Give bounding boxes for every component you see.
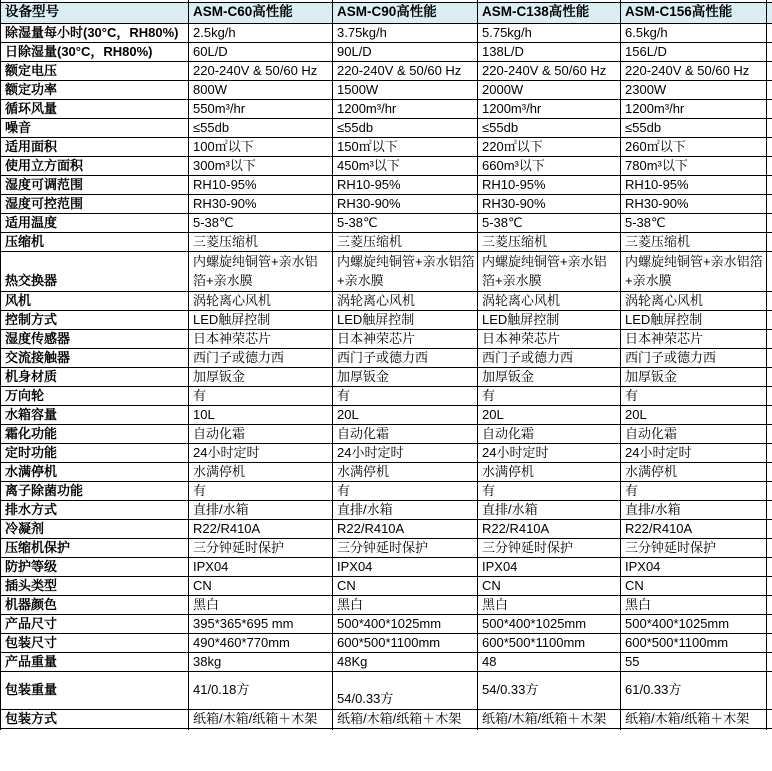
spec-value-cell: 5-38℃ — [189, 213, 333, 232]
spec-value-cell: 24小时定时 — [478, 443, 621, 462]
spec-value-cell: RH10-95% — [621, 175, 767, 194]
table-row — [1, 175, 772, 194]
spec-value-cell: 黑白 — [478, 595, 621, 614]
spec-value-cell: LED触屏控制 — [333, 310, 478, 329]
spec-value-cell: 自动化霜 — [478, 424, 621, 443]
cropped-cell — [767, 156, 772, 175]
row-label-cell: 水箱容量 — [1, 405, 189, 424]
row-label-cell: 除湿量每小时(30°C，RH80%) — [1, 23, 189, 42]
spec-value-cell: 三分钟延时保护 — [478, 538, 621, 557]
spec-value-cell: 61/0.33方 — [621, 671, 767, 709]
spec-value-cell: 纸箱/木箱/纸箱＋木架 — [478, 709, 621, 728]
spec-value-cell: 西门子或德力西 — [333, 348, 478, 367]
spec-value-cell: 三分钟延时保护 — [189, 538, 333, 557]
table-row — [1, 99, 772, 118]
table-row — [1, 42, 772, 61]
spec-value-cell: 90L/D — [333, 42, 478, 61]
spec-value-cell: LED触屏控制 — [189, 310, 333, 329]
row-label-cell: 湿度传感器 — [1, 329, 189, 348]
spec-value-cell: 48Kg — [333, 652, 478, 671]
table-row — [1, 156, 772, 175]
spec-value-cell: 490*460*770mm — [189, 633, 333, 652]
table-row — [1, 310, 772, 329]
table-row — [1, 519, 772, 538]
table-row — [1, 652, 772, 671]
spec-value-cell: 三菱压缩机 — [189, 232, 333, 251]
table-row — [1, 213, 772, 232]
spec-value-cell: 有 — [621, 481, 767, 500]
spec-value-cell: 水满停机 — [621, 462, 767, 481]
spec-value-cell: 6.5kg/h — [621, 23, 767, 42]
table-row — [1, 462, 772, 481]
spec-value-cell: 黑白 — [621, 595, 767, 614]
spec-value-cell: 550m³/hr — [189, 99, 333, 118]
spec-value-cell: 加厚钣金 — [189, 367, 333, 386]
column-header: ASM-C60高性能 — [189, 2, 333, 23]
spec-value-cell: R22/R410A — [478, 519, 621, 538]
cropped-cell — [767, 709, 772, 728]
cropped-cell — [767, 99, 772, 118]
spec-value-cell: RH30-90% — [189, 194, 333, 213]
spec-value-cell: 20L — [478, 405, 621, 424]
spec-value-cell: 内螺旋纯铜管+亲水铝箔+亲水膜 — [621, 251, 767, 291]
cropped-cell — [767, 348, 772, 367]
spec-value-cell: 加厚钣金 — [333, 367, 478, 386]
spec-value-cell: 5-38℃ — [621, 213, 767, 232]
cropped-cell — [767, 614, 772, 633]
spec-value-cell: RH10-95% — [478, 175, 621, 194]
spec-value-cell: 纸箱/木箱/纸箱＋木架 — [621, 709, 767, 728]
spec-value-cell: 100㎡以下 — [189, 137, 333, 156]
table-row — [1, 595, 772, 614]
cropped-cell — [767, 232, 772, 251]
spec-value-cell: RH30-90% — [333, 194, 478, 213]
spec-value-cell: 水满停机 — [189, 462, 333, 481]
row-label-cell: 霜化功能 — [1, 424, 189, 443]
row-label-cell: 产品重量 — [1, 652, 189, 671]
spec-value-cell: IPX04 — [333, 557, 478, 576]
spec-value-cell: 220-240V & 50/60 Hz — [478, 61, 621, 80]
spec-value-cell: 48 — [478, 652, 621, 671]
row-label-cell: 日除湿量(30°C，RH80%) — [1, 42, 189, 61]
spec-value-cell: 三分钟延时保护 — [333, 538, 478, 557]
spec-value-cell: 5-38℃ — [333, 213, 478, 232]
spec-value-cell: 黑白 — [189, 595, 333, 614]
spec-value-cell: 55 — [621, 652, 767, 671]
table-row — [1, 424, 772, 443]
spec-value-cell: 38kg — [189, 652, 333, 671]
cropped-cell — [767, 405, 772, 424]
spec-value-cell: 西门子或德力西 — [621, 348, 767, 367]
table-row — [1, 251, 772, 291]
spec-value-cell: 54/0.33方 — [478, 671, 621, 709]
table-row — [1, 557, 772, 576]
table-row — [1, 23, 772, 42]
row-label-cell: 机身材质 — [1, 367, 189, 386]
table-row — [1, 405, 772, 424]
cropped-cell — [767, 386, 772, 405]
spec-value-cell: 有 — [333, 481, 478, 500]
spec-value-cell: ≤55db — [333, 118, 478, 137]
table-row — [1, 671, 772, 709]
table-row — [1, 194, 772, 213]
spec-value-cell: 260㎡以下 — [621, 137, 767, 156]
cropped-cell — [767, 23, 772, 42]
spec-table-head — [1, 0, 772, 23]
row-label-cell: 冷凝剂 — [1, 519, 189, 538]
spec-value-cell: 24小时定时 — [189, 443, 333, 462]
table-row — [1, 367, 772, 386]
table-row — [1, 633, 772, 652]
table-row — [1, 500, 772, 519]
row-label-cell: 排水方式 — [1, 500, 189, 519]
cropped-cell — [767, 118, 772, 137]
table-row — [1, 329, 772, 348]
spec-value-cell: 日本神荣芯片 — [621, 329, 767, 348]
spec-value-cell: 24小时定时 — [621, 443, 767, 462]
spec-value-cell: 1200m³/hr — [333, 99, 478, 118]
spec-value-cell: CN — [478, 576, 621, 595]
spec-value-cell: 150㎡以下 — [333, 137, 478, 156]
cropped-cell — [621, 728, 767, 730]
spec-value-cell: 1200m³/hr — [621, 99, 767, 118]
cropped-cell — [767, 633, 772, 652]
spec-value-cell: 有 — [478, 481, 621, 500]
spec-value-cell: 内螺旋纯铜管+亲水铝箔+亲水膜 — [333, 251, 478, 291]
row-label-cell: 包装方式 — [1, 709, 189, 728]
cropped-cell — [767, 728, 772, 730]
spec-value-cell: 395*365*695 mm — [189, 614, 333, 633]
row-label-cell: 机器颜色 — [1, 595, 189, 614]
cropped-cell — [767, 443, 772, 462]
spec-value-cell: R22/R410A — [333, 519, 478, 538]
row-label-cell: 产品尺寸 — [1, 614, 189, 633]
spec-value-cell: 纸箱/木箱/纸箱＋木架 — [189, 709, 333, 728]
cropped-cell — [478, 728, 621, 730]
table-row — [1, 481, 772, 500]
spec-value-cell: 内螺旋纯铜管+亲水铝箔+亲水膜 — [189, 251, 333, 291]
row-label-cell: 热交换器 — [1, 251, 189, 291]
spec-value-cell: 有 — [333, 386, 478, 405]
spec-value-cell: 自动化霜 — [333, 424, 478, 443]
row-label-cell: 万向轮 — [1, 386, 189, 405]
table-row — [1, 118, 772, 137]
spec-value-cell: 涡轮离心风机 — [621, 291, 767, 310]
spec-value-cell: 24小时定时 — [333, 443, 478, 462]
row-label-cell: 使用立方面积 — [1, 156, 189, 175]
row-label-cell: 交流接触器 — [1, 348, 189, 367]
cropped-cell — [767, 251, 772, 291]
spec-value-cell: ≤55db — [621, 118, 767, 137]
header-row — [1, 2, 772, 23]
spec-value-cell: R22/R410A — [189, 519, 333, 538]
cropped-cell — [189, 728, 333, 730]
spec-value-cell: 三分钟延时保护 — [621, 538, 767, 557]
spec-value-cell: 220㎡以下 — [478, 137, 621, 156]
spec-value-cell: 220-240V & 50/60 Hz — [621, 61, 767, 80]
spec-value-cell: 500*400*1025mm — [333, 614, 478, 633]
row-label-cell: 额定功率 — [1, 80, 189, 99]
spec-value-cell: 有 — [189, 481, 333, 500]
spec-value-cell: 纸箱/木箱/纸箱＋木架 — [333, 709, 478, 728]
spec-value-cell: 10L — [189, 405, 333, 424]
spec-value-cell: R22/R410A — [621, 519, 767, 538]
row-label-cell: 风机 — [1, 291, 189, 310]
spec-value-cell: 60L/D — [189, 42, 333, 61]
spec-value-cell: 加厚钣金 — [621, 367, 767, 386]
table-row — [1, 348, 772, 367]
cropped-cell — [767, 310, 772, 329]
row-label-cell: 控制方式 — [1, 310, 189, 329]
row-label-cell: 防护等级 — [1, 557, 189, 576]
row-label-cell: 湿度可调范围 — [1, 175, 189, 194]
spec-value-cell: 西门子或德力西 — [189, 348, 333, 367]
row-label-cell: 压缩机保护 — [1, 538, 189, 557]
table-row — [1, 291, 772, 310]
table-row — [1, 137, 772, 156]
spec-value-cell: 自动化霜 — [189, 424, 333, 443]
row-label-cell: 离子除菌功能 — [1, 481, 189, 500]
cropped-cell — [767, 42, 772, 61]
spec-value-cell: 加厚钣金 — [478, 367, 621, 386]
cropped-cell — [767, 481, 772, 500]
spec-value-cell: 600*500*1100mm — [478, 633, 621, 652]
spec-value-cell: 黑白 — [333, 595, 478, 614]
table-row — [1, 80, 772, 99]
row-label-cell: 包装重量 — [1, 671, 189, 709]
spec-value-cell: RH30-90% — [621, 194, 767, 213]
spec-value-cell: 三菱压缩机 — [478, 232, 621, 251]
spec-value-cell: 5.75kg/h — [478, 23, 621, 42]
cropped-cell — [767, 80, 772, 99]
cropped-cell — [767, 462, 772, 481]
cropped-cell — [1, 728, 189, 730]
spec-value-cell: LED触屏控制 — [478, 310, 621, 329]
spec-value-cell: LED触屏控制 — [621, 310, 767, 329]
spec-value-cell: 2300W — [621, 80, 767, 99]
row-label-cell: 额定电压 — [1, 61, 189, 80]
spec-value-cell: 660m³以下 — [478, 156, 621, 175]
spec-value-cell: 三菱压缩机 — [621, 232, 767, 251]
spec-value-cell: 500*400*1025mm — [621, 614, 767, 633]
cropped-cell — [767, 671, 772, 709]
spec-value-cell: 300m³以下 — [189, 156, 333, 175]
table-row — [1, 443, 772, 462]
spec-value-cell: 涡轮离心风机 — [478, 291, 621, 310]
table-row — [1, 61, 772, 80]
cropped-cell — [767, 61, 772, 80]
cropped-cell — [767, 213, 772, 232]
row-label-cell: 适用温度 — [1, 213, 189, 232]
corner-header-cell: 设备型号 — [1, 2, 189, 23]
cropped-cell — [767, 519, 772, 538]
cropped-cell — [767, 329, 772, 348]
cropped-cell — [767, 175, 772, 194]
spec-value-cell: 日本神荣芯片 — [333, 329, 478, 348]
spec-value-cell: 54/0.33方 — [333, 671, 478, 709]
spec-value-cell: CN — [333, 576, 478, 595]
column-header: ASM-C90高性能 — [333, 2, 478, 23]
spec-value-cell: 日本神荣芯片 — [478, 329, 621, 348]
spec-value-cell: 156L/D — [621, 42, 767, 61]
spec-value-cell: 5-38℃ — [478, 213, 621, 232]
spec-value-cell: 2.5kg/h — [189, 23, 333, 42]
spec-value-cell: 500*400*1025mm — [478, 614, 621, 633]
cropped-cell — [767, 652, 772, 671]
table-row — [1, 709, 772, 728]
cropped-row — [1, 728, 772, 730]
spec-value-cell: 有 — [621, 386, 767, 405]
spec-value-cell: IPX04 — [478, 557, 621, 576]
cropped-cell — [767, 291, 772, 310]
cropped-column-header — [767, 2, 772, 23]
row-label-cell: 包装尺寸 — [1, 633, 189, 652]
table-row — [1, 538, 772, 557]
spec-value-cell: 220-240V & 50/60 Hz — [189, 61, 333, 80]
spec-value-cell: IPX04 — [621, 557, 767, 576]
cropped-cell — [767, 367, 772, 386]
spec-value-cell: 直排/水箱 — [189, 500, 333, 519]
spec-value-cell: 涡轮离心风机 — [189, 291, 333, 310]
spec-value-cell: 日本神荣芯片 — [189, 329, 333, 348]
spec-value-cell: 1200m³/hr — [478, 99, 621, 118]
spec-value-cell: 西门子或德力西 — [478, 348, 621, 367]
table-row — [1, 386, 772, 405]
cropped-cell — [767, 576, 772, 595]
cropped-cell — [767, 424, 772, 443]
table-row — [1, 576, 772, 595]
spec-table-body — [1, 23, 772, 730]
table-row — [1, 614, 772, 633]
spec-value-cell: 涡轮离心风机 — [333, 291, 478, 310]
cropped-cell — [767, 595, 772, 614]
spec-value-cell: 20L — [333, 405, 478, 424]
cropped-cell — [767, 194, 772, 213]
spec-value-cell: 600*500*1100mm — [621, 633, 767, 652]
spec-value-cell: ≤55db — [478, 118, 621, 137]
spec-value-cell: 有 — [478, 386, 621, 405]
spec-value-cell: 41/0.18方 — [189, 671, 333, 709]
spec-value-cell: 2000W — [478, 80, 621, 99]
cropped-cell — [767, 137, 772, 156]
spec-value-cell: 直排/水箱 — [333, 500, 478, 519]
spec-value-cell: 780m³以下 — [621, 156, 767, 175]
spec-value-cell: 自动化霜 — [621, 424, 767, 443]
spec-value-cell: 水满停机 — [333, 462, 478, 481]
spec-value-cell: 138L/D — [478, 42, 621, 61]
row-label-cell: 插头类型 — [1, 576, 189, 595]
spec-value-cell: 600*500*1100mm — [333, 633, 478, 652]
cropped-cell — [767, 538, 772, 557]
row-label-cell: 压缩机 — [1, 232, 189, 251]
column-header: ASM-C138高性能 — [478, 2, 621, 23]
spec-value-cell: 450m³以下 — [333, 156, 478, 175]
row-label-cell: 湿度可控范围 — [1, 194, 189, 213]
spec-value-cell: 直排/水箱 — [621, 500, 767, 519]
row-label-cell: 适用面积 — [1, 137, 189, 156]
row-label-cell: 定时功能 — [1, 443, 189, 462]
spec-value-cell: RH10-95% — [333, 175, 478, 194]
spec-value-cell: 有 — [189, 386, 333, 405]
row-label-cell: 循环风量 — [1, 99, 189, 118]
spec-value-cell: 1500W — [333, 80, 478, 99]
spec-value-cell: 20L — [621, 405, 767, 424]
row-label-cell: 水满停机 — [1, 462, 189, 481]
table-row — [1, 232, 772, 251]
spec-value-cell: 内螺旋纯铜管+亲水铝箔+亲水膜 — [478, 251, 621, 291]
spec-value-cell: CN — [621, 576, 767, 595]
spec-value-cell: 三菱压缩机 — [333, 232, 478, 251]
spec-value-cell: 直排/水箱 — [478, 500, 621, 519]
spec-value-cell: IPX04 — [189, 557, 333, 576]
cropped-cell — [767, 500, 772, 519]
spec-value-cell: RH10-95% — [189, 175, 333, 194]
row-label-cell: 噪音 — [1, 118, 189, 137]
cropped-cell — [333, 728, 478, 730]
spec-value-cell: 800W — [189, 80, 333, 99]
cropped-cell — [767, 557, 772, 576]
spec-value-cell: ≤55db — [189, 118, 333, 137]
spec-value-cell: CN — [189, 576, 333, 595]
spec-value-cell: RH30-90% — [478, 194, 621, 213]
spec-value-cell: 3.75kg/h — [333, 23, 478, 42]
spec-value-cell: 220-240V & 50/60 Hz — [333, 61, 478, 80]
spec-value-cell: 水满停机 — [478, 462, 621, 481]
column-header: ASM-C156高性能 — [621, 2, 767, 23]
